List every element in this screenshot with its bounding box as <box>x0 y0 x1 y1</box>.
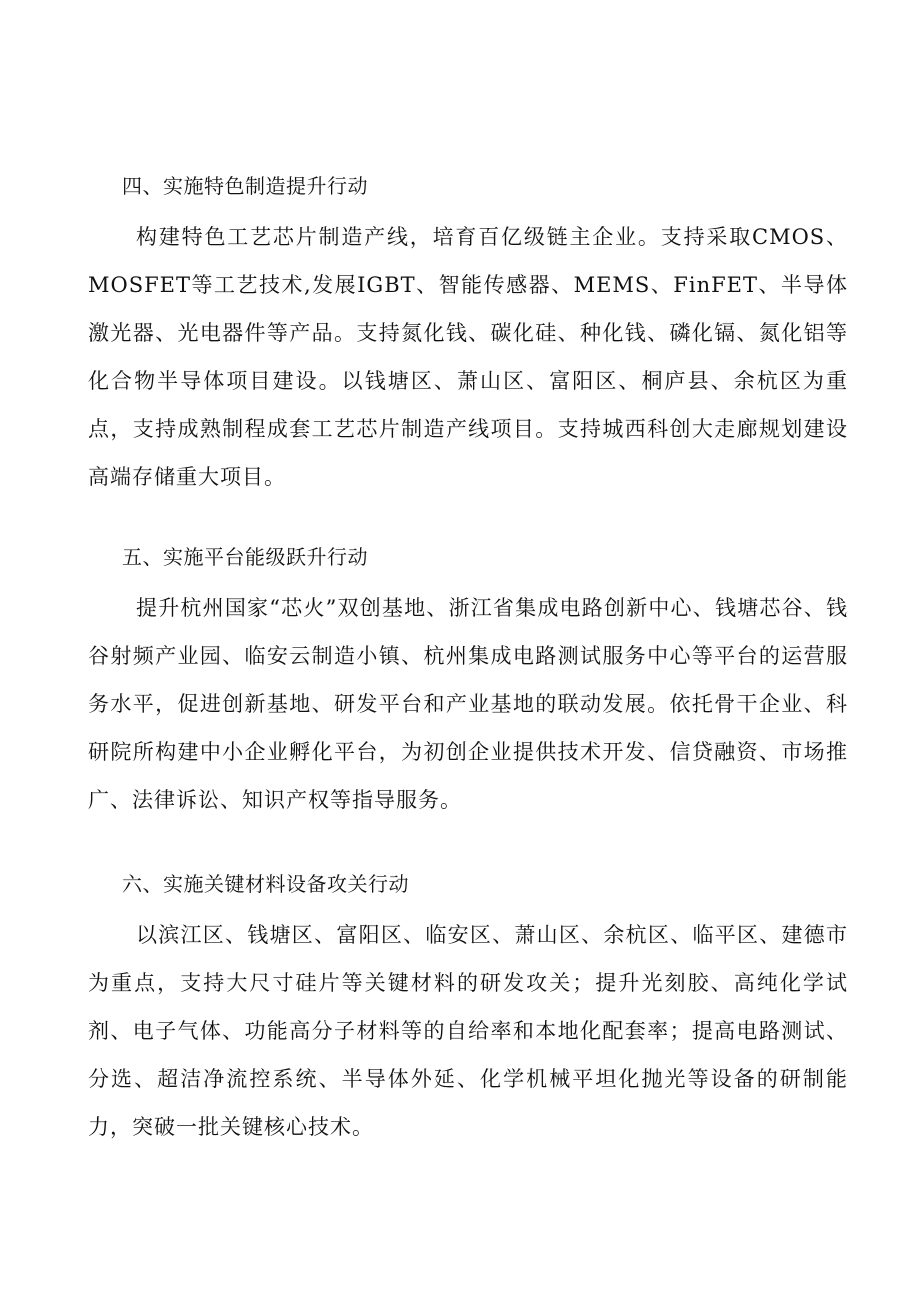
section-materials-equipment <box>88 869 848 1151</box>
section-special-manufacturing <box>88 171 848 501</box>
section-heading: 五、实施平台能级跃升行动 <box>122 545 368 569</box>
section-heading: 六、实施关键材料设备攻关行动 <box>122 872 409 896</box>
section-paragraph: 以滨江区、钱塘区、富阳区、临安区、萧山区、余杭区、临平区、建德市为重点，支持大尺寸硅片等关键材料的研发攻关；提升光刻胶、高纯化学试剂、电子气体、功能高分子材料等的自给率和本地化配套率；提高电路测试、分选、超洁净流控系统、半导体外延、化学机械平坦化抛光等设备的研制能力，突破一批关键核心技术。 <box>88 923 848 1139</box>
section-heading: 四、实施特色制造提升行动 <box>122 174 368 198</box>
section-paragraph: 构建特色工艺芯片制造产线，培育百亿级链主企业。支持采取CMOS、MOSFET等工艺技术,发展IGBT、智能传感器、MEMS、FinFET、半导体激光器、光电器件等产品。支持氮化钱、碳化硅、种化钱、磷化镉、氮化铝等化合物半导体项目建设。以钱塘区、萧山区、富阳区、桐庐县、余杭区为重点，支持成熟制程成套工艺芯片制造产线项目。支持城西科创大走廊规划建设高端存储重大项目。 <box>88 225 848 489</box>
section-paragraph: 提升杭州国家“芯火”双创基地、浙江省集成电路创新中心、钱塘芯谷、钱谷射频产业园、临安云制造小镇、杭州集成电路测试服务中心等平台的运营服务水平，促进创新基地、研发平台和产业基地的联动发展。依托骨干企业、科研院所构建中小企业孵化平台，为初创企业提供技术开发、信贷融资、市场推广、法律诉讼、知识产权等指导服务。 <box>88 596 848 812</box>
section-platform-upgrade <box>88 542 848 824</box>
